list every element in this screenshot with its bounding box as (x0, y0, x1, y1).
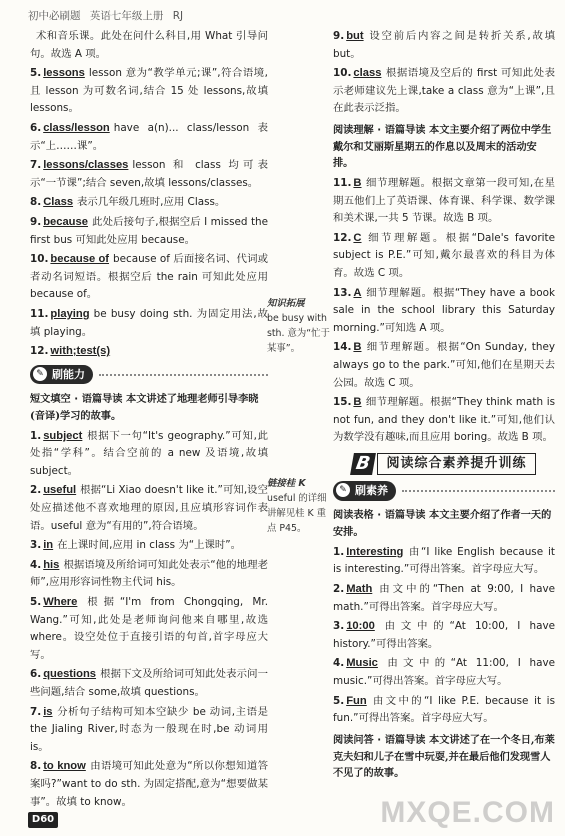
answer-entry (30, 214, 268, 249)
entry-number: 2. (30, 484, 42, 497)
entry-explanation: 细节理解题。根据“They have a book sale in the school library this Saturday morning.”可知选 A 项。 (333, 286, 555, 334)
entry-answer: B (353, 396, 362, 409)
entry-number: 3. (333, 620, 345, 633)
entry-explanation: be busy doing sth. 为固定用法,故填 playing。 (30, 307, 268, 338)
entry-number: 15. (333, 396, 352, 409)
entry-answer: because (43, 215, 88, 228)
entry-answer: to know (43, 760, 86, 773)
entry-number: 6. (30, 121, 42, 134)
reading-guide-band: 阅读问答 · 语篇导读 本文讲述了在一个冬日,布莱克夫妇和儿子在雪中玩耍,并在最后他们发现雪人不见了的故事。 (333, 733, 555, 779)
entry-answer: B (353, 176, 362, 189)
entry-explanation: 由文中的“I like P.E. because it is fun.”可得出答案。首字母应大写。 (333, 694, 555, 725)
entry-number: 3. (30, 539, 42, 552)
reading-guide-band: 阅读表格 · 语篇导读 本文主要介绍了作者一天的安排。 (333, 508, 552, 538)
entry-number: 14. (333, 341, 352, 354)
entry-explanation: lesson 意为“教学单元;课”,符合语境,且 lesson 为可数名词,结合 15 处 lessons,故填 lessons。 (30, 67, 268, 115)
entry-explanation: 由“I like English because it is interesting.”可得出答案。首字母应大写。 (333, 545, 555, 576)
answer-entry (333, 693, 555, 728)
answer-entry (333, 339, 555, 392)
answer-entry (30, 428, 268, 481)
entry-explanation: 细节理解题。根据文章第一段可知,在星期五他们上了英语课、体育课、科学课、数学课和美术课,一共 5 节课。故选 B 项。 (333, 176, 555, 225)
entry-number: 5. (30, 67, 42, 80)
entry-answer: subject (43, 429, 83, 442)
entry-answer: but (346, 30, 364, 42)
banner-title: 阅读综合素养提升训练 (377, 453, 535, 475)
book-subject: 英语七年级上册 (89, 10, 164, 22)
banner-letter: B (351, 453, 377, 475)
pencil-icon: ✎ (336, 483, 350, 497)
entry-explanation: lesson 和 class 均可表示“一节课”;结合 seven,故填 lessons/classes。 (30, 159, 268, 189)
entry-explanation: 细节理解题。根据“They think math is not fun, and they don't like it.”可知,他们认为数学没有趣味,而且应用 boring。故选 B 项。 (333, 396, 555, 444)
answer-entry (333, 230, 555, 283)
answer-entry (333, 175, 555, 228)
entry-explanation: 根据语境及所给词可知此处表示“他的地理老师”,应用形容词性物主代词 his。 (30, 558, 268, 589)
entry-number: 10. (333, 67, 352, 80)
entry-answer: Music (346, 657, 378, 670)
entry-explanation: 细节理解题。根据“On Sunday, they always go to the park.”可知,他们在星期天去公园。故选 C 项。 (333, 341, 555, 389)
answer-entry (333, 544, 555, 579)
entry-explanation: 根据下文及所给词可知此处表示问一些问题,结合 some,故填 questions。 (30, 668, 268, 698)
answer-entry (30, 306, 268, 341)
side-note-text: useful 的详细讲解见桂 K 重点 P45。 (267, 493, 327, 534)
training-banner (333, 451, 555, 477)
book-title: 初中必刷题 (28, 10, 81, 22)
entry-answer: Interesting (346, 545, 404, 558)
answer-entry (30, 157, 268, 192)
entry-explanation: 表示几年级几班时,应用 Class。 (77, 196, 226, 209)
entry-answer: is (43, 705, 53, 718)
answer-entry (30, 704, 268, 757)
entry-number: 5. (333, 694, 345, 707)
entry-answer: his (43, 558, 60, 571)
left-column (30, 28, 268, 813)
answer-entry (30, 557, 268, 592)
entry-answer: with;test(s) (50, 345, 111, 358)
entry-explanation: 根据语境及空后的 first 可知此处表示老师建议先上课,take a class 意为“上课”,且在此表示泛指。 (333, 67, 555, 115)
book-edition: RJ (172, 10, 184, 22)
answer-entry (30, 65, 268, 118)
entry-number: 10. (30, 253, 49, 266)
entry-number: 8. (30, 196, 42, 209)
entry-number: 7. (30, 159, 42, 172)
page-header (28, 6, 328, 26)
entry-number: 12. (30, 345, 49, 358)
entry-explanation: 设空前后内容之间是转折关系,故填 but。 (333, 30, 555, 60)
section-heading-ability: ✎ 刷能力 (30, 365, 268, 385)
entry-number: 1. (30, 429, 42, 442)
answer-entry (30, 28, 268, 63)
side-note-mark: 链接桂 K (267, 478, 306, 489)
answer-entry (333, 285, 555, 338)
right-column (333, 28, 555, 785)
answer-entry (30, 120, 268, 155)
entry-explanation: 根据下一句“It's geography.”可知,此处指“学科”。结合空前的 a new 及语境,故填 subject。 (30, 429, 268, 477)
entry-answer: 10:00 (346, 620, 375, 633)
entry-answer: lessons (43, 67, 85, 80)
answer-entry (30, 537, 268, 555)
page-number: D60 (28, 812, 58, 828)
entry-explanation: 此处后接句子,根据空后 I missed the first bus 可知此处应用 because。 (30, 215, 268, 246)
answer-entry (30, 666, 268, 701)
entry-answer: B (353, 341, 362, 354)
entry-number: 7. (30, 705, 42, 718)
entry-number: 8. (30, 760, 42, 773)
entry-explanation: 由文中的“At 10:00, I have history.”可得出答案。 (333, 620, 555, 650)
entry-number: 2. (333, 583, 345, 596)
entry-explanation: 根据“Li Xiao doesn't like it.”可知,设空处应描述他不喜欢地理的原因,且应填形容词作表语。useful 意为“有用的”,符合语境。 (30, 484, 268, 532)
answer-entry (30, 251, 268, 304)
side-note-knowledge (267, 296, 331, 356)
answer-entry (333, 655, 555, 690)
side-note-mark: 知识拓展 (267, 298, 305, 309)
entry-explanation: because of 后面接名词、代词或者动名词短语。根据空后 the rain 可知此处应用 because of。 (30, 253, 268, 301)
entry-answer: Where (43, 596, 78, 609)
entry-number: 6. (30, 668, 42, 681)
section-heading-literacy: ✎ 刷素养 (333, 481, 555, 501)
entry-answer: Class (43, 196, 74, 209)
entry-number: 13. (333, 286, 352, 299)
entry-answer: C (353, 231, 362, 244)
entry-number: 11. (333, 176, 352, 189)
entry-answer: Math (346, 583, 373, 596)
answer-entry (333, 65, 555, 118)
entry-number: 1. (333, 545, 345, 558)
entry-explanation: 在上课时间,应用 in class 为“上课时”。 (57, 539, 242, 552)
entry-answer: questions (43, 668, 97, 681)
entry-answer: in (43, 539, 54, 552)
answer-entry (30, 758, 268, 811)
pencil-icon: ✎ (33, 367, 47, 381)
entry-number: 9. (30, 215, 42, 228)
entry-number: 4. (333, 657, 345, 670)
side-note-link (267, 476, 331, 536)
entry-answer: class (353, 67, 382, 80)
entry-answer: playing (50, 307, 90, 320)
entry-explanation: 由文中的“Then at 9:00, I have math.”可得出答案。首字母应大写。 (333, 583, 555, 613)
entry-number: 4. (30, 558, 42, 571)
entry-explanation: 根据“I'm from Chongqing, Mr. Wang.”可知,此处是老师询问他来自哪里,故选 where。设空处位于直接引语的句首,首字母应大写。 (30, 596, 268, 661)
answer-entry (30, 194, 268, 212)
entry-number: 12. (333, 231, 352, 244)
answer-entry (333, 28, 555, 63)
answer-entry (333, 581, 555, 616)
answer-entry (333, 618, 555, 653)
entry-number: 11. (30, 307, 49, 320)
entry-explanation: 由文中的“At 11:00, I have music.”可得出答案。首字母应大写。 (333, 657, 555, 688)
entry-explanation: 由语境可知此处意为“所以你想知道答案吗?”want to do sth. 为固定搭配,意为“想要做某事”。故填 to know。 (30, 760, 268, 808)
reading-guide-band: 短文填空 · 语篇导读 本文讲述了地理老师引导李晓(音译)学习的故事。 (30, 392, 259, 422)
reading-guide-band: 阅读理解 · 语篇导读 本文主要介绍了两位中学生戴尔和艾丽斯星期五的作息以及周末的活动安排。 (333, 123, 552, 169)
entry-explanation: 细节理解题。根据“Dale's favorite subject is P.E.”可知,戴尔最喜欢的科目为体育。故选 C 项。 (333, 231, 555, 279)
entry-explanation: have a(n)... class/lesson 表示“上……课”。 (30, 121, 268, 152)
side-note-text: be busy with sth. 意为“忙于某事”。 (267, 313, 330, 354)
entry-number: 9. (333, 30, 345, 42)
entry-answer: Fun (346, 694, 367, 707)
entry-answer: class/lesson (43, 121, 110, 134)
entry-answer: useful (43, 484, 77, 497)
answer-entry (333, 394, 555, 447)
answer-entry (30, 343, 268, 361)
entry-explanation: 分析句子结构可知本空缺少 be 动词,主语是 the Jialing River,时态为一般现在时,be 动词用 is。 (30, 705, 268, 753)
entry-answer: lessons/classes (43, 159, 129, 172)
answer-entry (30, 482, 268, 535)
answer-entry (30, 594, 268, 664)
entry-explanation: 术和音乐课。此处在问什么科目,用 What 引导问句。故选 A 项。 (30, 30, 268, 60)
entry-answer: because of (50, 253, 110, 266)
entry-number: 5. (30, 596, 42, 609)
watermark: MXQE.COM (380, 796, 555, 829)
entry-answer: A (353, 286, 362, 299)
